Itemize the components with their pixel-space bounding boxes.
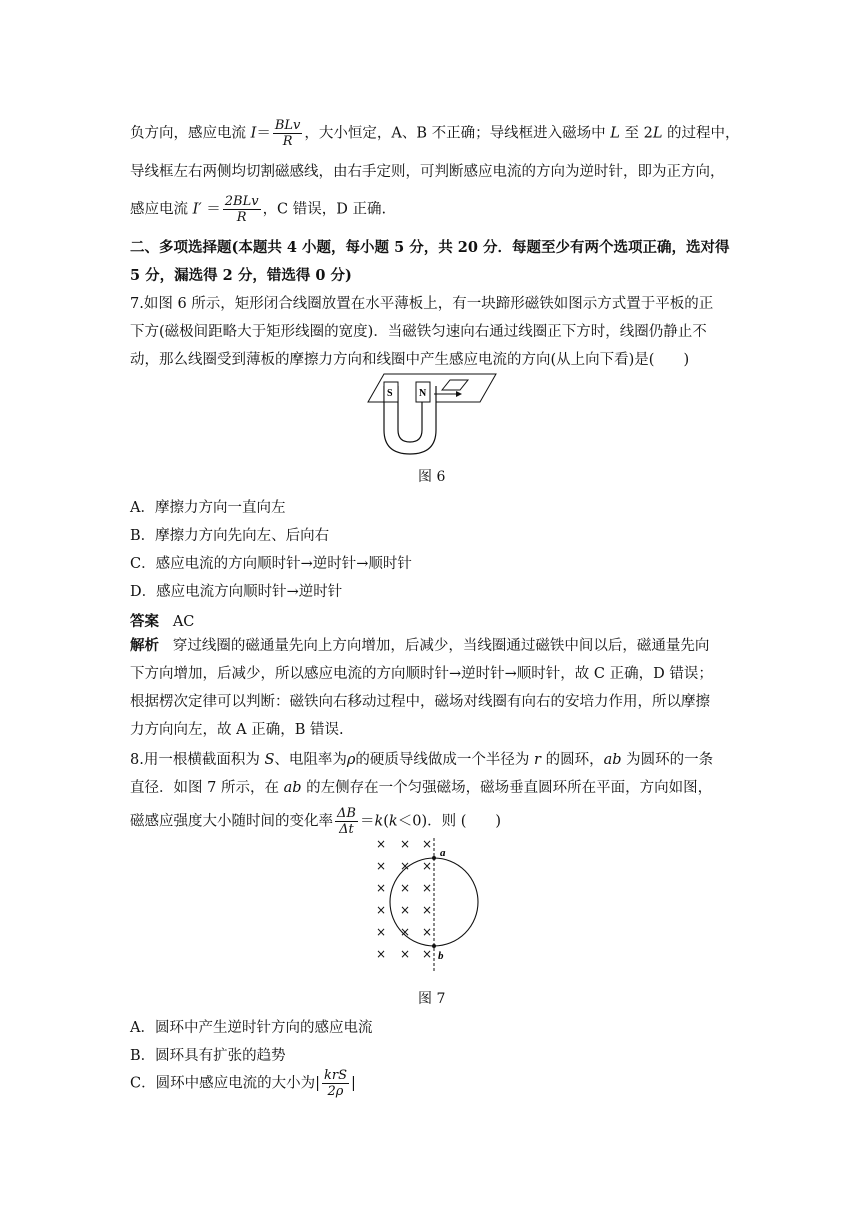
figure-7-caption: 图 7 [418, 991, 446, 1007]
q8-option-c: C．圆环中感应电流的大小为| $\frac{\text{krS}}{2\rho}$ | [130, 1068, 356, 1099]
svg-text:×: × [376, 837, 387, 851]
svg-text:×: × [422, 881, 433, 895]
q7-analysis-line-2: 下方向增加，后减少，所以感应电流的方向顺时针→逆时针→顺时针，故 C 正确，D 错误； [130, 666, 713, 682]
figure-6-caption: 图 6 [418, 469, 446, 485]
q8-stem-line-1: 8.用一根横截面积为 S、电阻率为ρ的硬质导线做成一个半径为 r 的圆环，ab 为圆环的一条 [130, 752, 714, 768]
q7-analysis-line-3: 根据楞次定律可以判断：磁铁向右移动过程中，磁场对线圈有向右的安培力作用，所以摩擦 [130, 694, 710, 710]
svg-text:×: × [422, 925, 433, 939]
figure-6-magnet-diagram [360, 372, 500, 458]
solution-line-2: 导线框左右两侧均切割磁感线，由右手定则，可判断感应电流的方向为逆时针，即为正方向， [130, 164, 725, 180]
magnetic-field-crosses [376, 837, 432, 961]
q8-option-a: A．圆环中产生逆时针方向的感应电流 [130, 1020, 373, 1036]
q7-stem-line-1: 7.如图 6 所示，矩形闭合线圈放置在水平薄板上，有一块蹄形磁铁如图示方式置于平板的正 [130, 296, 714, 312]
q7-option-d: D．感应电流方向顺时针→逆时针 [130, 584, 343, 600]
svg-text:×: × [376, 859, 387, 873]
q7-option-c: C．感应电流的方向顺时针→逆时针→顺时针 [130, 556, 412, 572]
answer-value: AC [172, 614, 195, 630]
conducting-ring [390, 858, 478, 946]
q7-analysis-line-4: 力方向向左，故 A 正确，B 错误. [130, 722, 344, 738]
svg-text:×: × [376, 925, 387, 939]
svg-text:×: × [422, 947, 433, 961]
fraction-db-dt: $\frac{\Delta B}{\Delta t}$ [337, 806, 356, 837]
q7-stem-line-3: 动，那么线圈受到薄板的摩擦力方向和线圈中产生感应电流的方向(从上向下看)是( ) [130, 352, 690, 368]
q8-stem-line-2: 直径．如图 7 所示，在 ab 的左侧存在一个匀强磁场，磁场垂直圆环所在平面，方向如图， [130, 780, 713, 796]
fraction-krs-2rho: $\frac{\text{krS}}{2\rho}$ [323, 1068, 347, 1099]
q7-analysis-line-1: 解析 穿过线圈的磁通量先向上方向增加，后减少，当线圈通过磁铁中间以后，磁通量先向 [130, 637, 710, 654]
svg-text:×: × [422, 859, 433, 873]
figure-7-ring-diagram [370, 834, 490, 972]
magnet-n-label: N [419, 388, 427, 399]
q8-stem-line-3: 磁感应强度大小随时间的变化率 $\frac{\Delta B}{\Delta t}$ ＝k(k＜0)．则 ( ) [130, 806, 502, 837]
point-b-label: b [438, 950, 444, 962]
section-heading: 二、多项选择题(本题共 4 小题，每小题 5 分，共 20 分．每题至少有两个选项正确，选对得 [130, 239, 730, 256]
svg-text:×: × [400, 947, 411, 961]
solution-line-3: 感应电流 I′ ＝ $\frac{\text{2BLv}}{R}$ ，C 错误，D 正确. [130, 194, 387, 225]
svg-text:×: × [376, 903, 387, 917]
q7-answer [130, 610, 194, 631]
svg-text:×: × [376, 947, 387, 961]
svg-text:×: × [400, 859, 411, 873]
section-heading-cont: 5 分，漏选得 2 分，错选得 0 分) [130, 267, 352, 284]
svg-text:×: × [422, 837, 433, 851]
q7-stem-line-2: 下方(磁极间距略大于矩形线圈的宽度)．当磁铁匀速向右通过线圈正下方时，线圈仍静止不 [130, 324, 707, 340]
q8-option-b: B．圆环具有扩张的趋势 [130, 1048, 286, 1064]
svg-text:×: × [400, 925, 411, 939]
svg-text:×: × [400, 837, 411, 851]
solution-line-1: 负方向，感应电流 I＝ $\frac{\text{BLv}}{R}$ ，大小恒定，A、B 不正确；导线框进入磁场中 L 至 2L 的过程中， [130, 118, 740, 149]
svg-text:×: × [400, 903, 411, 917]
svg-text:×: × [422, 903, 433, 917]
fraction-blv-r: $\frac{\text{BLv}}{R}$ [274, 118, 301, 149]
answer-label: 答案 [130, 613, 159, 630]
fraction-2blv-r: $\frac{\text{2BLv}}{R}$ [224, 194, 259, 225]
svg-text:×: × [400, 881, 411, 895]
q7-option-b: B．摩擦力方向先向左、后向右 [130, 528, 330, 544]
q7-option-a: A．摩擦力方向一直向左 [130, 500, 286, 516]
magnet-s-label: S [387, 388, 393, 399]
svg-text:×: × [376, 881, 387, 895]
point-a-label: a [440, 847, 446, 859]
